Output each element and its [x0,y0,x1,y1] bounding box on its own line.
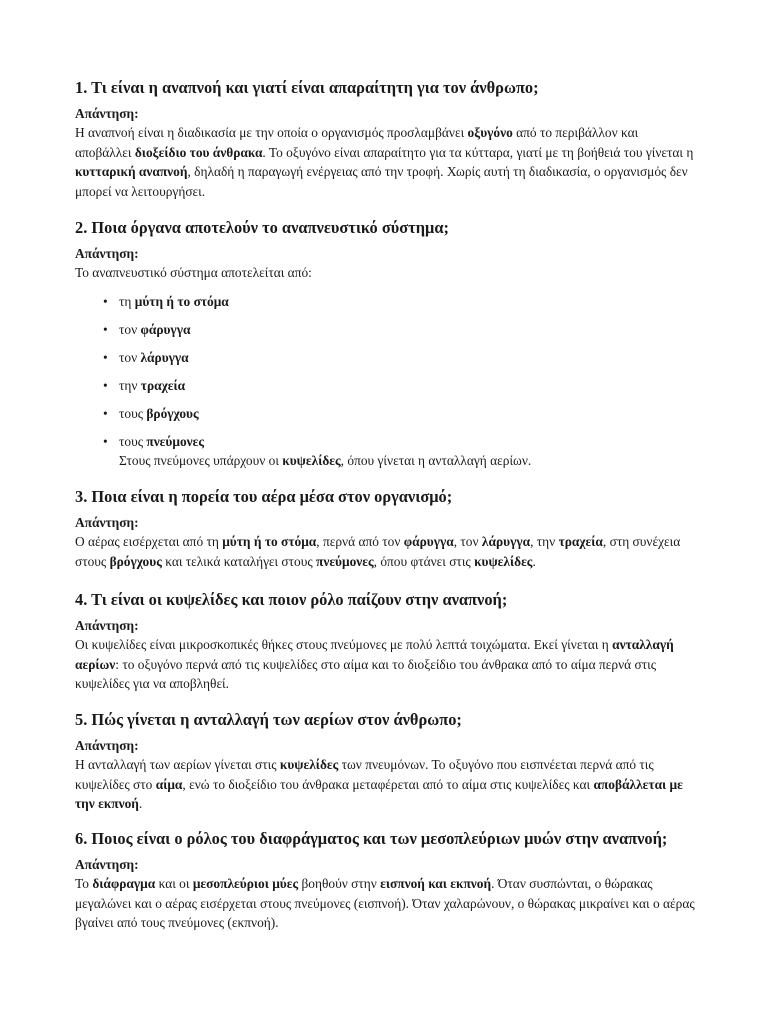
answer-bold: φάρυγγα [403,534,454,549]
answer-intro: Το αναπνευστικό σύστημα αποτελείται από: [75,265,312,280]
answer-label: Απάντηση: [75,857,139,872]
question-title: 4. Τι είναι οι κυψελίδες και ποιον ρόλο παίζουν στην αναπνοή; [75,590,508,609]
answer-bold: οξυγόνο [467,125,513,140]
answer-bold: πνεύμονες [316,553,374,569]
answer-bold: αίμα [155,776,183,792]
item-bold: μύτη ή το στόμα [134,293,229,309]
item-prefix: τους [119,405,147,421]
item-prefix: τους [119,433,147,449]
organs-list [75,292,698,470]
answer-text [75,755,698,814]
answer-bold: διάφραγμα [92,876,156,891]
answer-text [75,532,698,571]
question-title: 6. Ποιος είναι ο ρόλος του διαφράγματος και των μεσοπλεύριων μυών στην αναπνοή; [75,829,668,848]
bullet-icon: • [103,405,108,421]
question-block-5 [75,709,698,814]
answer-label: Απάντηση: [75,515,139,530]
answer-span: . [138,796,143,812]
list-item [103,348,698,367]
answer-span: , στη συνέχεια στους [75,534,681,569]
subtext-span: Στους πνεύμονες υπάρχουν οι [119,452,283,468]
question-block-4 [75,589,698,694]
answer-label: Απάντηση: [75,618,139,633]
item-bold: πνεύμονες [146,433,204,449]
answer-text [75,635,698,694]
answer-span: , δηλαδή η παραγωγή ενέργειας από την τροφή. Χωρίς αυτή τη διαδικασία, ο οργανισμός δεν μπορεί να λειτουργήσει. [75,164,688,199]
subtext-span: , όπου γίνεται η ανταλλαγή αερίων. [340,452,532,468]
answer-span: . Το οξυγόνο είναι απαραίτητο για τα κύτταρα, γιατί με τη βοήθειά του γίνεται η [262,144,694,160]
item-bold: λάρυγγα [140,349,189,365]
answer-bold: ανταλλαγή αερίων [75,637,674,672]
list-item [103,292,698,311]
question-block-6 [75,828,698,933]
item-prefix: τον [119,321,141,337]
answer-span: , ενώ το διοξείδιο του άνθρακα μεταφέρεται από το αίμα στις κυψελίδες και [182,776,594,792]
item-bold: φάρυγγα [140,321,191,337]
list-item [103,432,698,470]
answer-bold: αποβάλλεται με την εκπνοή [75,776,683,812]
answer-span: των πνευμόνων. Το οξυγόνο που εισπνέεται περνά από τις κυψελίδες στο [75,757,654,792]
answer-bold: εισπνοή και εκπνοή [380,876,492,891]
question-title: 2. Ποια όργανα αποτελούν το αναπνευστικό σύστημα; [75,218,449,237]
subtext-bold: κυψελίδες [282,452,341,468]
question-title: 5. Πώς γίνεται η ανταλλαγή των αερίων στον άνθρωπο; [75,710,462,729]
answer-span: από το περιβάλλον και αποβάλλει [75,125,639,160]
answer-bold: λάρυγγα [481,534,531,549]
answer-text [75,123,698,201]
answer-bold: τραχεία [558,534,603,549]
item-subtext [119,451,698,470]
question-block-2 [75,217,698,479]
question-title: 3. Ποια είναι η πορεία του αέρα μέσα στον οργανισμό; [75,487,453,506]
question-block-1 [75,77,698,201]
answer-span: Το [75,876,93,891]
item-prefix: την [119,377,141,393]
answer-span: Η ανταλλαγή των αερίων γίνεται στις [75,757,280,772]
answer-span: Οι κυψελίδες είναι μικροσκοπικές θήκες στους πνεύμονες με πολύ λεπτά τοιχώματα. Εκεί γίνεται η [75,637,613,652]
answer-span: . Όταν συσπώνται, ο θώρακας μεγαλώνει και ο αέρας εισέρχεται στους πνεύμονες (εισπνοή). Όταν χαλαρώνουν, ο θώρακας μικραίνει και ο αέρας βγαίνει από τους πνεύμονες (εκπνοή). [75,876,695,931]
answer-span: βοηθούν στην [298,876,381,891]
answer-span: : το οξυγόνο περνά από τις κυψελίδες στο αίμα και το διοξείδιο του άνθρακα από το αίμα περνά στις κυψελίδες για να αποβληθεί. [75,656,656,692]
answer-bold: κυψελίδες [474,553,533,569]
item-bold: βρόγχους [146,405,199,421]
bullet-icon: • [103,321,108,337]
bullet-icon: • [103,349,108,365]
item-prefix: τη [119,293,135,309]
answer-bold: διοξείδιο του άνθρακα [134,144,263,160]
answer-bold: κυτταρική αναπνοή [75,164,188,180]
answer-span: , όπου φτάνει στις [373,553,475,569]
answer-label: Απάντηση: [75,106,139,121]
list-item [103,404,698,423]
bullet-icon: • [103,377,108,393]
answer-bold: βρόγχους [109,553,162,569]
answer-text [75,874,698,933]
bullet-icon: • [103,293,108,309]
answer-span: Η αναπνοή είναι η διαδικασία με την οποία ο οργανισμός προσλαμβάνει [75,125,468,140]
item-prefix: τον [119,349,141,365]
answer-span: , την [530,534,559,549]
answer-span: , περνά από τον [316,534,404,549]
answer-span: . [532,553,536,569]
list-item [103,320,698,339]
answer-span: , τον [453,534,482,549]
answer-bold: κυψελίδες [279,757,339,772]
bullet-icon: • [103,433,108,449]
answer-bold: μύτη ή το στόμα [222,534,317,549]
answer-bold: μεσοπλεύριοι μύες [192,876,299,891]
answer-span: και οι [155,876,193,891]
list-item [103,376,698,395]
answer-label: Απάντηση: [75,738,139,753]
question-block-3 [75,486,698,571]
answer-label: Απάντηση: [75,246,139,261]
item-bold: τραχεία [140,377,186,393]
answer-span: Ο αέρας εισέρχεται από τη [75,534,223,549]
answer-span: και τελικά καταλήγει στους [161,553,316,569]
question-title: 1. Τι είναι η αναπνοή και γιατί είναι απαραίτητη για τον άνθρωπο; [75,78,539,97]
